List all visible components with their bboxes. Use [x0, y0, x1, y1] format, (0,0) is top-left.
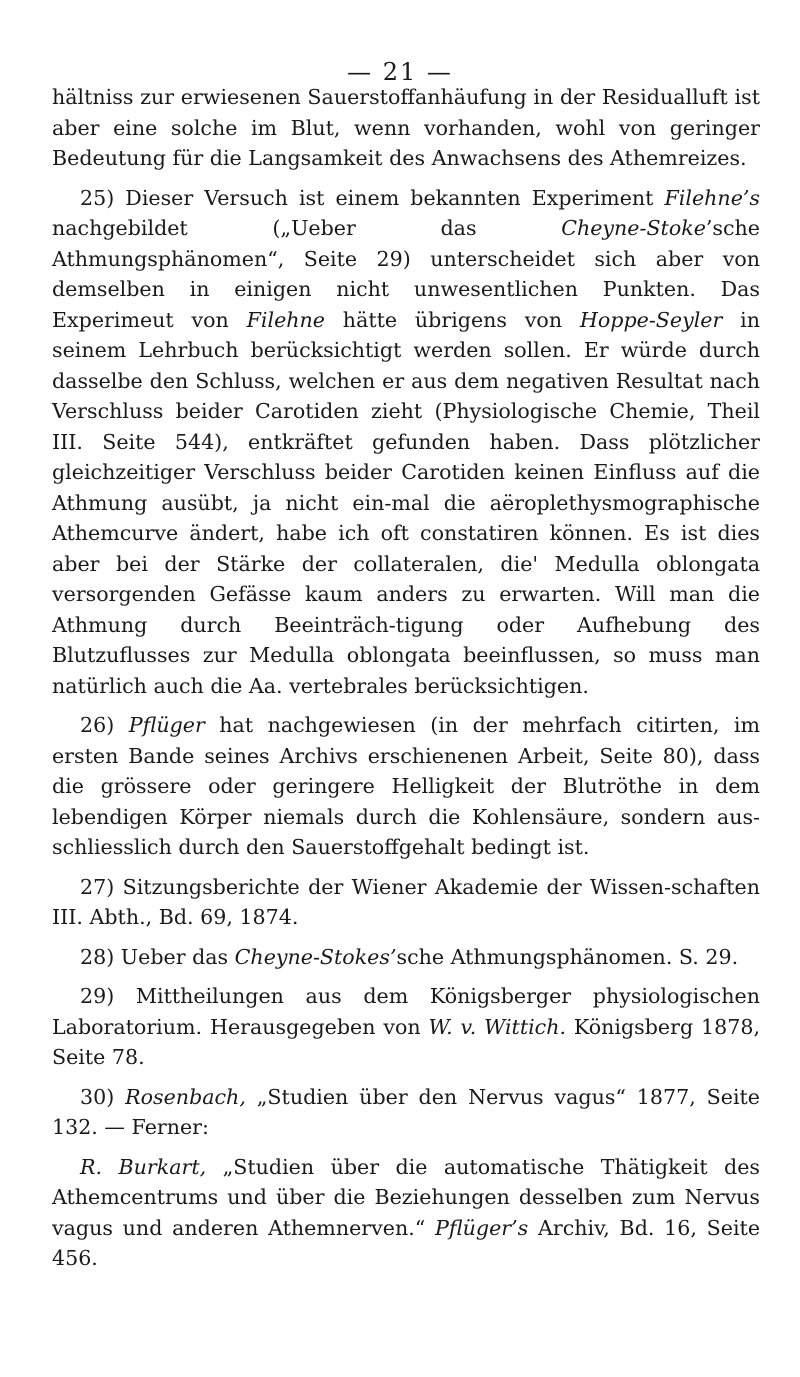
footnote-text: nachgebildet („Ueber das: [52, 216, 562, 240]
footnote-31: [52, 1152, 760, 1274]
italic-name: R. Burkart,: [80, 1154, 207, 1179]
footnote-text: „Studien über den Nervus vagus“ 1877, Seite 132. — Ferner:: [52, 1084, 760, 1139]
italic-name: W. v. Wittich.: [428, 1014, 567, 1039]
footnote-text: sche Athmungsphänomen. S. 29.: [396, 944, 739, 969]
footnote-29: [52, 981, 760, 1073]
footnote-28: [52, 942, 760, 973]
italic-name: Filehne: [246, 307, 325, 332]
italic-name: Rosenbach,: [125, 1084, 246, 1109]
footnote-25: [52, 183, 760, 702]
footnote-30: [52, 1082, 760, 1143]
italic-name: Filehne’s: [664, 185, 760, 210]
footnote-text: 28) Ueber das: [80, 944, 235, 969]
italic-name: Cheyne-Stoke: [561, 216, 706, 240]
intro-paragraph: hältniss zur erwiesenen Sauerstoffanhäufung in der Residualluft ist aber eine solche im Blut, wenn vorhanden, wohl von geringer Bedeutung für die Langsamkeit des Anwachsens des Athemreizes.: [52, 85, 760, 170]
footnote-text: in seinem Lehrbuch berücksichtigt werden sollen. Er würde durch dasselbe den Schluss, welchen er aus dem negativen Resultat nach Verschluss beider Carotiden zieht (Physiologische Chemie, Theil III. Seite 544), entkräftet gefunden haben. Dass plötzlicher gleichzeitiger Verschluss beider Carotiden keinen Einfluss auf die Athmung ausübt, ja nicht ein-mal die aëroplethysmographische Athemcurve ändert, habe ich oft constatiren können. Es ist dies aber bei der Stärke der collateralen, die' Medulla oblongata versorgenden Gefässe kaum anders zu erwarten. Will man die Athmung durch Beeinträch-tigung oder Aufhebung des Blutzuflusses zur Medulla oblongata beeinflussen, so muss man natürlich auch die Aa. vertebrales berücksichtigen.: [52, 307, 760, 698]
footnote-26: [52, 710, 760, 863]
page-number: — 21 —: [347, 58, 453, 86]
footnote-27: [52, 872, 760, 933]
footnote-text: Königsberg 1878, Seite 78.: [52, 1014, 760, 1069]
footnote-text: ’sche Athmungsphänomen“, Seite 29) unterscheidet sich aber von demselben in einigen nicht unwesentlichen Punkten. Das Experimeut von: [52, 216, 760, 332]
footnote-text: 25) Dieser Versuch ist einem bekannten Experiment: [80, 185, 665, 210]
italic-name: Hoppe-Seyler: [579, 307, 723, 332]
italic-name: Cheyne-Stokes’: [234, 944, 397, 969]
body-text: [52, 82, 760, 1274]
italic-name: Pflüger’s: [435, 1215, 529, 1240]
footnote-text: „Studien über die automatische Thätigkeit des Athemcentrums und über die Beziehungen desselben zum Nervus vagus und anderen Athemnerven.“: [52, 1154, 760, 1240]
footnote-text: 26): [80, 713, 129, 737]
footnotes-list: [52, 183, 760, 1274]
footnote-text: 29) Mittheilungen aus dem Königsberger physiologischen Laboratorium. Herausgegeben von: [52, 984, 760, 1039]
footnote-text: hätte übrigens von: [325, 307, 580, 332]
footnote-text: hat nachgewiesen (in der mehrfach citirten, im ersten Bande seines Archivs erschienenen Arbeit, Seite 80), dass die grössere oder geringere Helligkeit der Blutröthe in dem lebendigen Körper niemals durch die Kohlensäure, sondern aus-schliesslich durch den Sauerstoffgehalt bedingt ist.: [52, 713, 760, 859]
footnote-text: 30): [80, 1084, 126, 1109]
footnote-text: 27) Sitzungsberichte der Wiener Akademie der Wissen-schaften III. Abth., Bd. 69, 1874.: [52, 874, 760, 929]
footnote-text: Archiv, Bd. 16, Seite 456.: [52, 1215, 761, 1270]
italic-name: Pflüger: [128, 713, 205, 737]
